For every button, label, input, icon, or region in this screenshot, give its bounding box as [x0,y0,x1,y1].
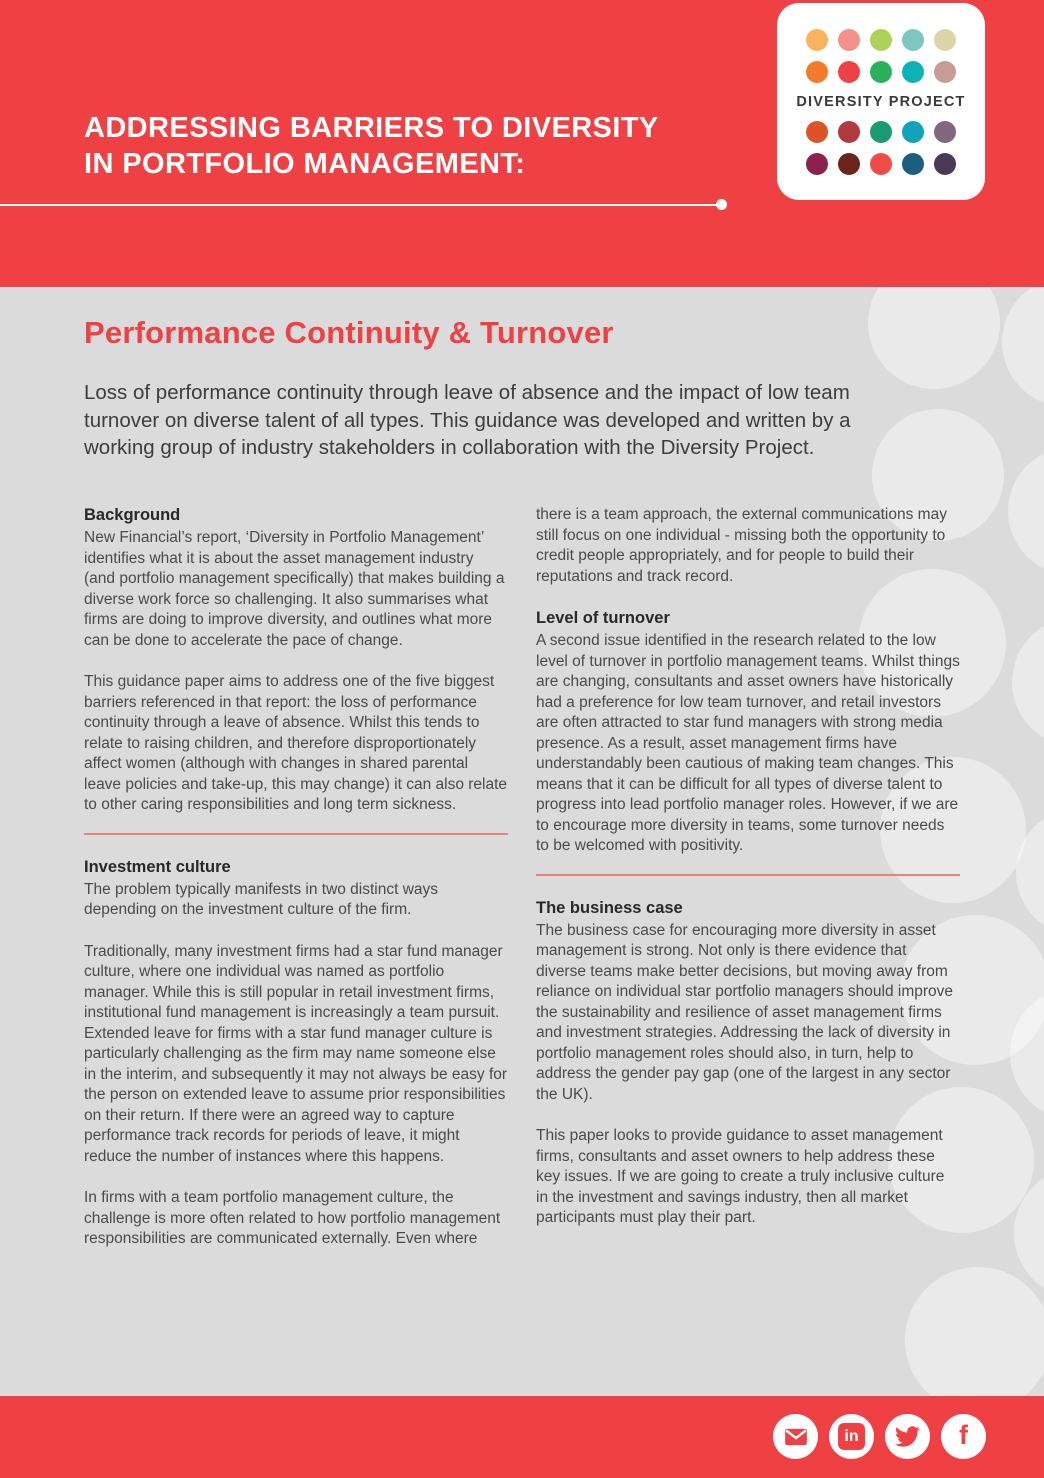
paragraph: This guidance paper aims to address one of the five biggest barriers referenced in that report: the loss of performance continuity through a leave of absence. Whilst this tends to relate to raising children, and therefore disproportionately affect women (although with changes in shared parental leave policies and take-up, this may change) it can also relate to other caring responsibilities and long term sickness. [84,673,508,813]
section-heading: The business case [536,898,683,917]
logo-dot [870,29,892,51]
logo-dot [902,61,924,83]
logo-dot [838,61,860,83]
logo-dot [838,29,860,51]
intro-paragraph: Loss of performance continuity through leave of absence and the impact of low team turnover on diverse talent of all types. This guidance was developed and written by a working group of industry stakeholders in collaboration with the Diversity Project. [84,381,851,459]
paragraph: there is a team approach, the external communications may still focus on one individual - missing both the opportunity to credit people appropriately, and for people to build their reputations and track record. [536,506,947,585]
logo-dot [934,29,956,51]
logo-dot-row [806,153,956,175]
section-heading: Investment culture [84,857,231,876]
header-band [0,0,1044,287]
paragraph: This paper looks to provide guidance to asset management firms, consultants and asset owners to help address these key issues. If we are going to create a truly inclusive culture in the investment and savings industry, then all market participants must play their part. [536,1127,945,1226]
header-rule [0,204,718,206]
footer-band [0,1396,1044,1478]
page-title: Performance Continuity & Turnover [84,315,614,350]
facebook-icon[interactable]: f [941,1414,986,1459]
logo-dot [838,121,860,143]
document-title-line2: IN PORTFOLIO MANAGEMENT: [84,148,526,180]
logo-dot [806,153,828,175]
logo-wordmark: DIVERSITY PROJECT [796,93,966,110]
social-links [773,1414,986,1459]
logo-dot [870,121,892,143]
section-divider [84,833,508,835]
content-area [0,287,1044,1396]
logo-dot [806,121,828,143]
logo-dot [870,153,892,175]
diversity-project-logo [777,3,985,200]
paragraph: In firms with a team portfolio management culture, the challenge is more often related to how portfolio management responsibilities are communicated externally. Even where [84,1189,501,1247]
logo-dot-row [806,61,956,83]
section-divider [536,874,960,876]
document-title-line1: ADDRESSING BARRIERS TO DIVERSITY [84,112,659,144]
logo-dot [902,121,924,143]
email-icon[interactable] [773,1414,818,1459]
logo-dot [870,61,892,83]
logo-dot [934,121,956,143]
header-rule-dot [716,199,727,210]
logo-dot [806,29,828,51]
paragraph: Traditionally, many investment firms had a star fund manager culture, where one individual was named as portfolio manager. While this is still popular in retail investment firms, institutional fund management is increasingly a team pursuit. Extended leave for firms with a star fund manager culture is particularly challenging as the firm may name someone else in the interim, and subsequently it may not always be easy for the person on extended leave to assume prior responsibilities on their return. If there were an agreed way to capture performance track records for periods of leave, it might reduce the number of instances where this happens. [84,942,508,1165]
logo-dot [934,61,956,83]
linkedin-icon[interactable]: in [829,1414,874,1459]
twitter-icon[interactable] [885,1414,930,1459]
logo-dot [806,61,828,83]
logo-dot-row [806,121,956,143]
logo-dot [902,29,924,51]
paragraph: New Financial’s report, ‘Diversity in Portfolio Management’ identifies what it is about the asset management industry (and portfolio management specifically) that makes building a diverse work force so challenging. It also summarises what firms are doing to improve diversity, and outlines what more can be done to accelerate the pace of change. [84,529,505,649]
paragraph: The problem typically manifests in two distinct ways depending on the investment culture of the firm. [84,880,439,918]
section-heading: Background [84,506,181,524]
paragraph: The business case for encouraging more diversity in asset management is strong. Not only is there evidence that diverse teams make better decisions, but moving away from reliance on individual star portfolio managers should improve the sustainability and resilience of asset management firms and investment strategies. Addressing the lack of diversity in portfolio management roles should also, in turn, help to address the gender pay gap (one of the largest in any sector the UK). [536,921,954,1103]
logo-dot [838,153,860,175]
right-column [536,505,960,1271]
paragraph: A second issue identified in the research related to the low level of turnover in portfolio management teams. Whilst things are changing, consultants and asset owners have historically had a preference for low team turnover, and retail investors are often attracted to star fund managers with strong media presence. As a result, asset management firms have understandably been cautious of making team changes. This means that it can be difficult for all types of diverse talent to progress into lead portfolio manager roles. However, if we are to encourage more diversity in teams, some turnover needs to be welcomed with positivity. [536,632,960,854]
left-column [84,505,508,1271]
logo-dot [902,153,924,175]
logo-dot [934,153,956,175]
document-title [84,110,659,182]
two-column-body [84,505,960,1271]
logo-dot-row [806,29,956,51]
section-heading: Level of turnover [536,609,670,627]
